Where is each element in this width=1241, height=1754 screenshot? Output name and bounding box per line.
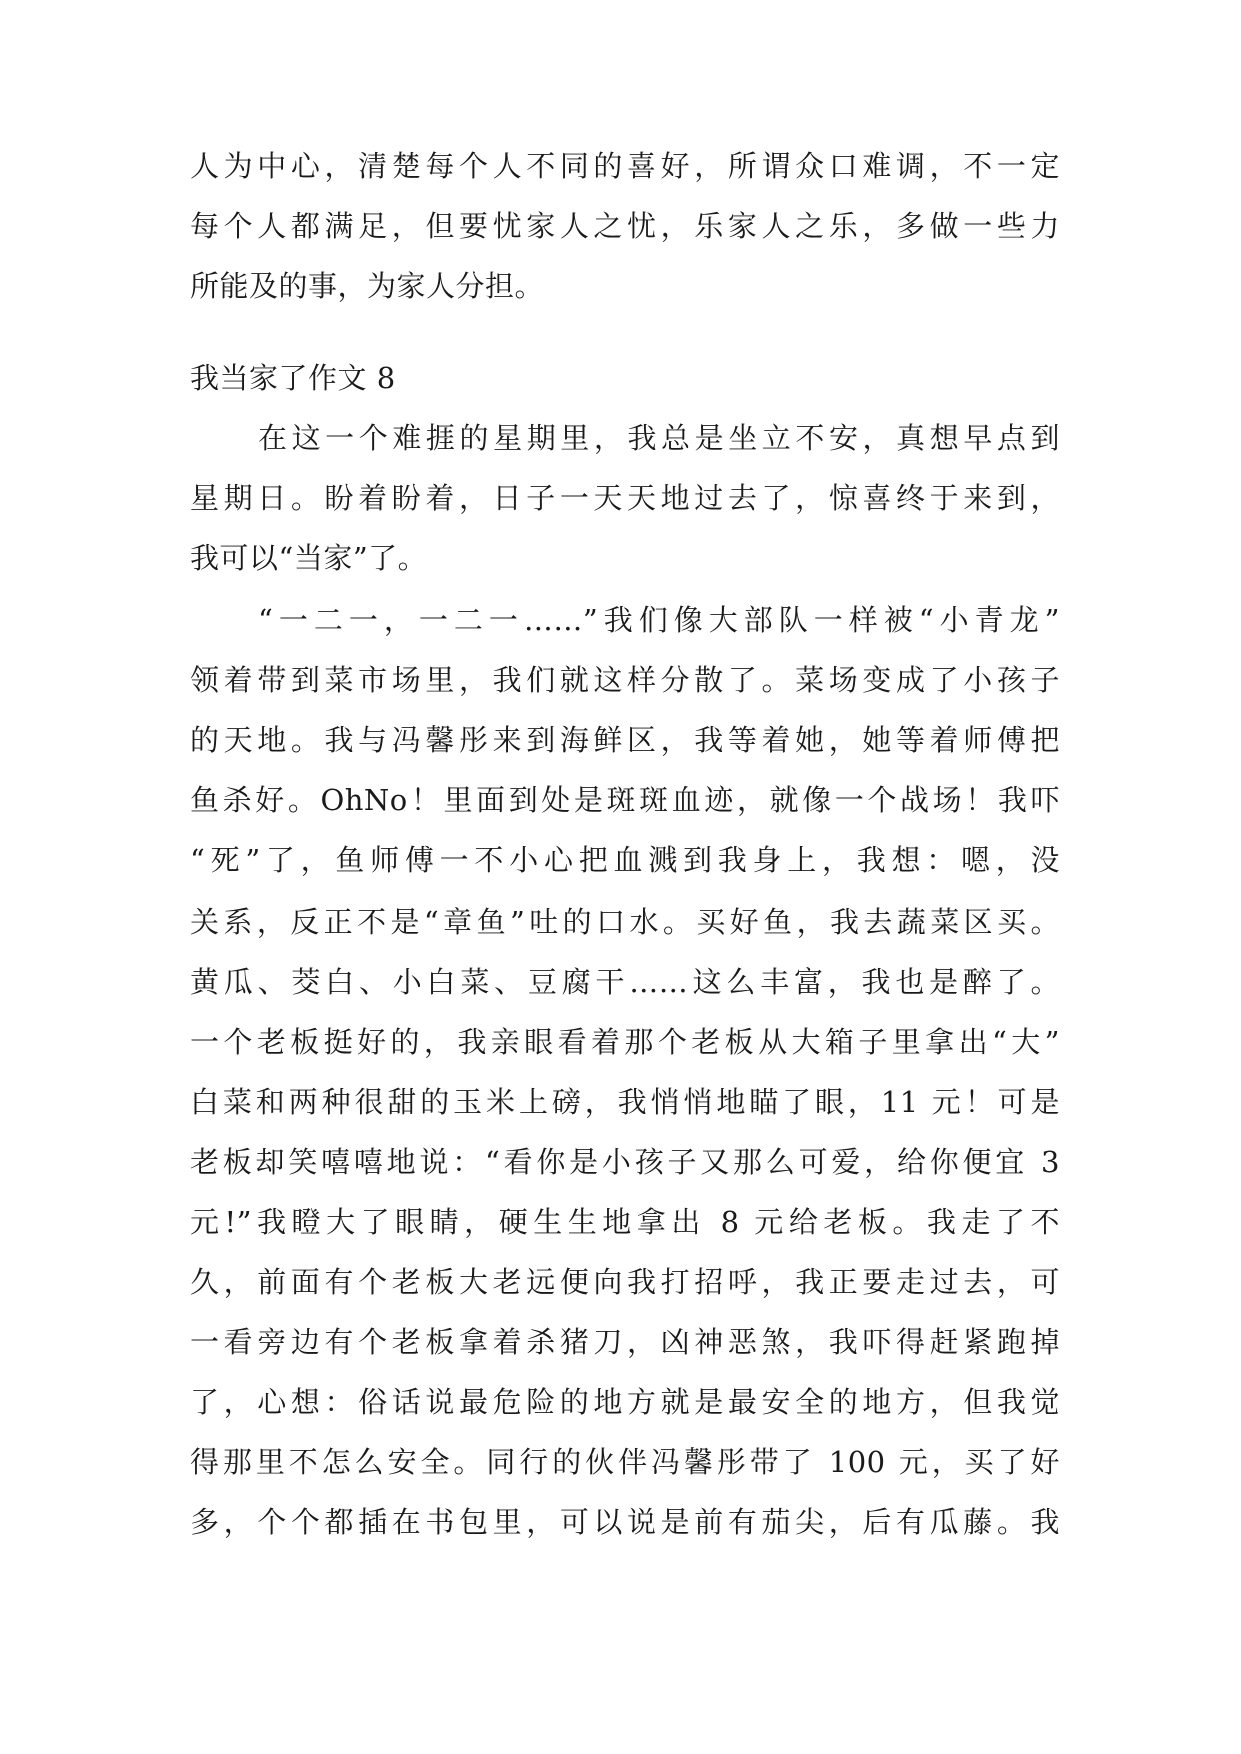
text-line: 一看旁边有个老板拿着杀猪刀，凶神恶煞，我吓得赶紧跑掉 bbox=[190, 1325, 1060, 1359]
text-line: 关系，反正不是“章鱼”吐的口水。买好鱼，我去蔬菜区买。 bbox=[190, 905, 1060, 939]
text-line: 的天地。我与冯馨彤来到海鲜区，我等着她，她等着师傅把 bbox=[190, 723, 1060, 757]
text-line: 人为中心，清楚每个人不同的喜好，所谓众口难调，不一定 bbox=[190, 149, 1060, 183]
text-line: 在这一个难捱的星期里，我总是坐立不安，真想早点到 bbox=[258, 421, 1060, 455]
text-line: 星期日。盼着盼着，日子一天天地过去了，惊喜终于来到， bbox=[190, 481, 1060, 515]
text-line: 元!”我瞪大了眼睛，硬生生地拿出 8 元给老板。我走了不 bbox=[190, 1205, 1060, 1239]
text-line: 得那里不怎么安全。同行的伙伴冯馨彤带了 100 元，买了好 bbox=[190, 1445, 1060, 1479]
text-line: 鱼杀好。OhNo！里面到处是斑斑血迹，就像一个战场！我吓 bbox=[190, 783, 1060, 817]
section-title: 我当家了作文 8 bbox=[190, 361, 396, 395]
text-line: 每个人都满足，但要忧家人之忧，乐家人之乐，多做一些力 bbox=[190, 209, 1060, 243]
text-line: 白菜和两种很甜的玉米上磅，我悄悄地瞄了眼，11 元！可是 bbox=[190, 1085, 1060, 1119]
text-line: 领着带到菜市场里，我们就这样分散了。菜场变成了小孩子 bbox=[190, 663, 1060, 697]
text-line: 老板却笑嘻嘻地说：“看你是小孩子又那么可爱，给你便宜 3 bbox=[190, 1145, 1060, 1179]
text-line: 多，个个都插在书包里，可以说是前有茄尖，后有瓜藤。我 bbox=[190, 1505, 1060, 1539]
text-line: 所能及的事，为家人分担。 bbox=[190, 269, 545, 303]
text-line: 了，心想：俗话说最危险的地方就是最安全的地方，但我觉 bbox=[190, 1385, 1060, 1419]
text-line: 我可以“当家”了。 bbox=[190, 541, 428, 575]
text-line: 久，前面有个老板大老远便向我打招呼，我正要走过去，可 bbox=[190, 1265, 1060, 1299]
text-line: 黄瓜、茭白、小白菜、豆腐干……这么丰富，我也是醉了。 bbox=[190, 965, 1060, 999]
text-line: “一二一，一二一……”我们像大部队一样被“小青龙” bbox=[258, 603, 1060, 637]
text-line: “死”了，鱼师傅一不小心把血溅到我身上，我想：嗯，没 bbox=[190, 843, 1060, 877]
text-line: 一个老板挺好的，我亲眼看着那个老板从大箱子里拿出“大” bbox=[190, 1025, 1060, 1059]
